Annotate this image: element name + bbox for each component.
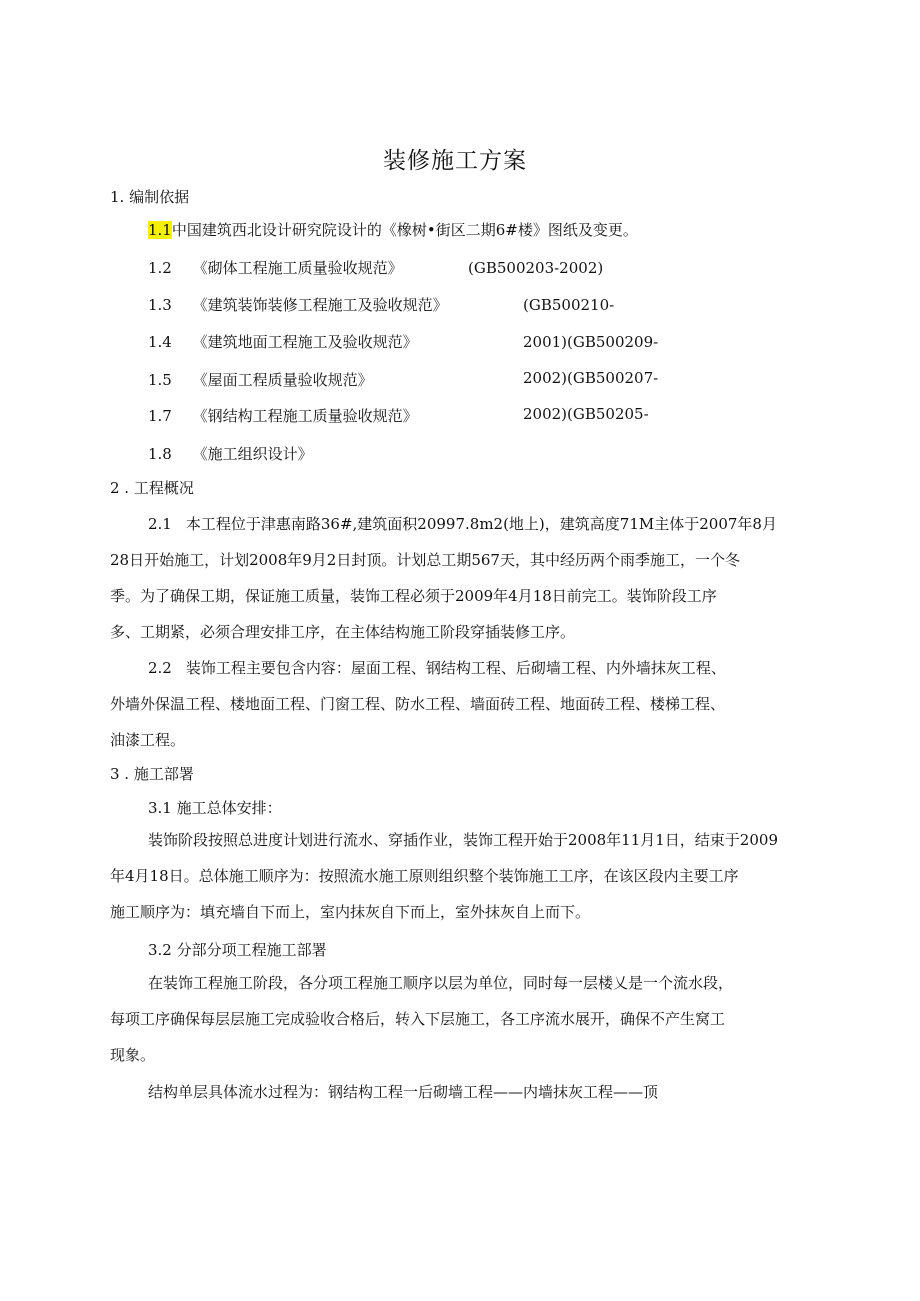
paragraph-number: 2.2 (148, 659, 172, 677)
paragraph-line: 油漆工程。 (110, 731, 186, 749)
ref-number-highlighted: 1.1 (148, 221, 172, 239)
ref-item (148, 295, 448, 315)
ref-text: 《屋面工程质量验收规范》 (192, 371, 373, 389)
paragraph-line: 每项工序确保每层层施工完成验收合格后，转入下层施工，各工序流水展开，确保不产生窝工 (110, 1010, 726, 1028)
ref-number: 1.2 (148, 259, 172, 277)
subsection-3-2-heading: 3.2 分部分项工程施工部署 (148, 941, 327, 959)
ref-item (148, 406, 418, 426)
ref-item (148, 370, 373, 390)
ref-text: 《施工组织设计》 (192, 445, 313, 463)
ref-number: 1.7 (148, 407, 172, 425)
document-title: 装修施工方案 (383, 148, 527, 174)
ref-standard: 2002)(GB500207- (523, 369, 659, 387)
paragraph-line: 装饰工程主要包含内容：屋面工程、钢结构工程、后砌墙工程、内外墙抹灰工程、 (185, 659, 726, 677)
paragraph-line: 28日开始施工，计划2008年9月2日封顶。计划总工期567天，其中经历两个雨季施工，一个冬 (110, 551, 740, 569)
ref-text: 《建筑装饰装修工程施工及验收规范》 (192, 296, 448, 314)
ref-number: 1.4 (148, 333, 172, 351)
subsection-3-1-heading: 3.1 施工总体安排： (148, 799, 282, 817)
ref-standard: (GB500203-2002) (468, 259, 604, 277)
paragraph-line: 在装饰工程施工阶段，各分项工程施工顺序以层为单位，同时每一层楼乂是一个流水段， (148, 974, 734, 992)
ref-text: 《钢结构工程施工质量验收规范》 (192, 407, 418, 425)
ref-text: 中国建筑西北设计研究院设计的《橡树•街区二期6#楼》图纸及变更。 (171, 221, 638, 239)
ref-standard: 2002)(GB50205- (523, 405, 649, 423)
paragraph-flow: 结构单层具体流水过程为：钢结构工程一后砌墙工程——内墙抹灰工程——顶 (148, 1083, 659, 1101)
paragraph-line: 装饰阶段按照总进度计划进行流水、穿插作业，装饰工程开始于2008年11月1日，结束于2009 (148, 831, 778, 849)
paragraph-number: 2.1 (148, 515, 172, 533)
section-1-heading: 1. 编制依据 (110, 188, 190, 206)
ref-item (148, 444, 313, 464)
ref-standard: 2001)(GB500209- (523, 333, 659, 351)
ref-item (148, 332, 418, 352)
ref-item (148, 220, 638, 240)
paragraph-line: 外墙外保温工程、楼地面工程、门窗工程、防水工程、墙面砖工程、地面砖工程、楼梯工程、 (110, 695, 726, 713)
paragraph-3-2 (110, 965, 810, 1073)
paragraph-line: 年4月18日。总体施工顺序为：按照流水施工原则组织整个装饰施工工序，在该区段内主要工序 (110, 867, 739, 885)
paragraph-2-2 (110, 650, 810, 758)
paragraph-2-1 (110, 506, 810, 650)
ref-standard: (GB500210- (523, 296, 615, 314)
section-2-heading: 2 . 工程概况 (110, 479, 194, 497)
ref-number: 1.5 (148, 371, 172, 389)
paragraph-3-1 (110, 822, 810, 930)
paragraph-line: 现象。 (110, 1046, 156, 1064)
section-3-heading: 3 . 施工部署 (110, 765, 194, 783)
paragraph-line: 施工顺序为：填充墙自下而上，室内抹灰自下而上，室外抹灰自上而下。 (110, 903, 591, 921)
paragraph-line: 季。为了确保工期，保证施工质量，装饰工程必须于2009年4月18日前完工。装饰阶段工序 (110, 587, 717, 605)
ref-text: 《建筑地面工程施工及验收规范》 (192, 333, 418, 351)
paragraph-line: 本工程位于津惠南路36#,建筑面积20997.8m2(地上)，建筑高度71M主体于2007年8月 (185, 515, 777, 533)
ref-text: 《砌体工程施工质量验收规范》 (192, 259, 403, 277)
ref-item (148, 258, 403, 278)
ref-number: 1.3 (148, 296, 172, 314)
paragraph-line: 多、工期紧，必须合理安排工序，在主体结构施工阶段穿插装修工序。 (110, 623, 576, 641)
ref-number: 1.8 (148, 445, 172, 463)
